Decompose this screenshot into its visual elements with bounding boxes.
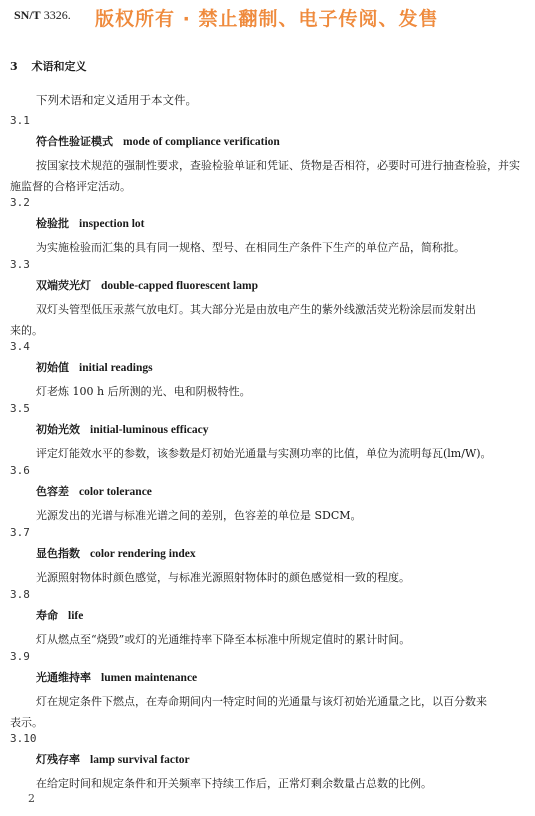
term-name-en: initial readings (79, 362, 153, 374)
section-heading (10, 58, 87, 74)
section-title: 术语和定义 (31, 60, 87, 73)
term-name-cn: 检验批 (36, 217, 69, 230)
term-name-en: color tolerance (79, 486, 152, 498)
term-name-cn: 色容差 (36, 485, 69, 498)
term-number: 3.10 (10, 732, 37, 745)
term-number: 3.1 (10, 114, 30, 127)
term-entry-3-3 (10, 258, 525, 341)
term-name-cn: 符合性验证模式 (36, 135, 113, 148)
term-name-cn: 寿命 (36, 609, 58, 622)
term-definition: 评定灯能效水平的参数，该参数是灯初始光通量与实测功率的比值，单位为流明每瓦(lm/W)。 (36, 447, 492, 460)
term-number: 3.7 (10, 526, 30, 539)
term-number: 3.6 (10, 464, 30, 477)
term-number: 3.8 (10, 588, 30, 601)
term-name-en: lumen maintenance (101, 672, 198, 684)
term-name-cn: 双端荧光灯 (36, 279, 91, 292)
term-name-cn: 显色指数 (36, 547, 80, 560)
standard-code (14, 8, 71, 23)
term-name (10, 483, 525, 499)
term-number: 3.5 (10, 402, 30, 415)
term-definition: 光源发出的光谱与标准光谱之间的差别，色容差的单位是 SDCM。 (36, 509, 362, 522)
term-name-cn: 初始光效 (36, 423, 80, 436)
term-name-en: double-capped fluorescent lamp (101, 280, 258, 292)
term-name (10, 215, 525, 231)
standard-number: 3326. (43, 8, 71, 22)
term-entry-3-5 (10, 402, 525, 464)
term-definition-line1: 按国家技术规范的强制性要求，查验检验单证和凭证、货物是否相符，必要时可进行抽查检验，并实 (36, 159, 520, 172)
term-entry-3-7 (10, 526, 525, 588)
term-definition: 灯老炼 100 h 后所测的光、电和阴极特性。 (36, 385, 251, 398)
term-definition: 为实施检验而汇集的具有同一规格、型号、在相同生产条件下生产的单位产品，简称批。 (36, 241, 465, 254)
term-name-en: initial-luminous efficacy (90, 424, 209, 436)
term-entry-3-10 (10, 732, 525, 794)
standard-prefix: SN/T (14, 8, 41, 22)
copyright-watermark: 版权所有 · 禁止翻制、电子传阅、发售 (95, 8, 439, 30)
section-intro: 下列术语和定义适用于本文件。 (36, 93, 197, 107)
term-definition (10, 155, 525, 197)
term-definition-line2: 表示。 (10, 716, 43, 729)
section-number: 3 (10, 60, 18, 73)
term-number: 3.9 (10, 650, 30, 663)
term-name-cn: 初始值 (36, 361, 69, 374)
term-entry-3-6 (10, 464, 525, 526)
term-name-en: life (68, 610, 84, 622)
term-name-cn: 光通维持率 (36, 671, 91, 684)
term-definition-line1: 双灯头管型低压汞蒸气放电灯。其大部分光是由放电产生的紫外线激活荧光粉涂层而发射出 (36, 303, 476, 316)
term-entry-3-4 (10, 340, 525, 402)
term-entry-3-8 (10, 588, 525, 650)
term-name-cn: 灯残存率 (36, 753, 80, 766)
term-definition-line2: 施监督的合格评定活动。 (10, 180, 131, 193)
term-definition: 在给定时间和规定条件和开关频率下持续工作后，正常灯剩余数量占总数的比例。 (36, 777, 432, 790)
term-name (10, 545, 525, 561)
term-name (10, 359, 525, 375)
term-definition-line1: 灯在规定条件下燃点，在寿命期间内一特定时间的光通量与该灯初始光通量之比，以百分数来 (36, 695, 487, 708)
term-definition: 灯从燃点至“烧毁”或灯的光通维持率下降至本标准中所规定值时的累计时间。 (36, 633, 411, 646)
term-name (10, 669, 525, 685)
term-name (10, 421, 525, 437)
term-entry-3-9 (10, 650, 525, 733)
term-number: 3.4 (10, 340, 30, 353)
term-entry-3-1 (10, 114, 525, 197)
term-definition (10, 299, 525, 341)
term-name (10, 277, 525, 293)
term-definition: 光源照射物体时颜色感觉，与标准光源照射物体时的颜色感觉相一致的程度。 (36, 571, 410, 584)
term-definition-line2: 来的。 (10, 324, 43, 337)
term-name-en: lamp survival factor (90, 754, 190, 766)
page-number: 2 (28, 792, 35, 805)
term-name (10, 133, 525, 149)
term-name-en: inspection lot (79, 218, 145, 230)
term-name-en: color rendering index (90, 548, 196, 560)
term-number: 3.3 (10, 258, 30, 271)
term-definition (10, 691, 525, 733)
term-name-en: mode of compliance verification (123, 136, 280, 148)
term-name (10, 607, 525, 623)
term-name (10, 751, 525, 767)
term-number: 3.2 (10, 196, 30, 209)
term-entry-3-2 (10, 196, 525, 258)
